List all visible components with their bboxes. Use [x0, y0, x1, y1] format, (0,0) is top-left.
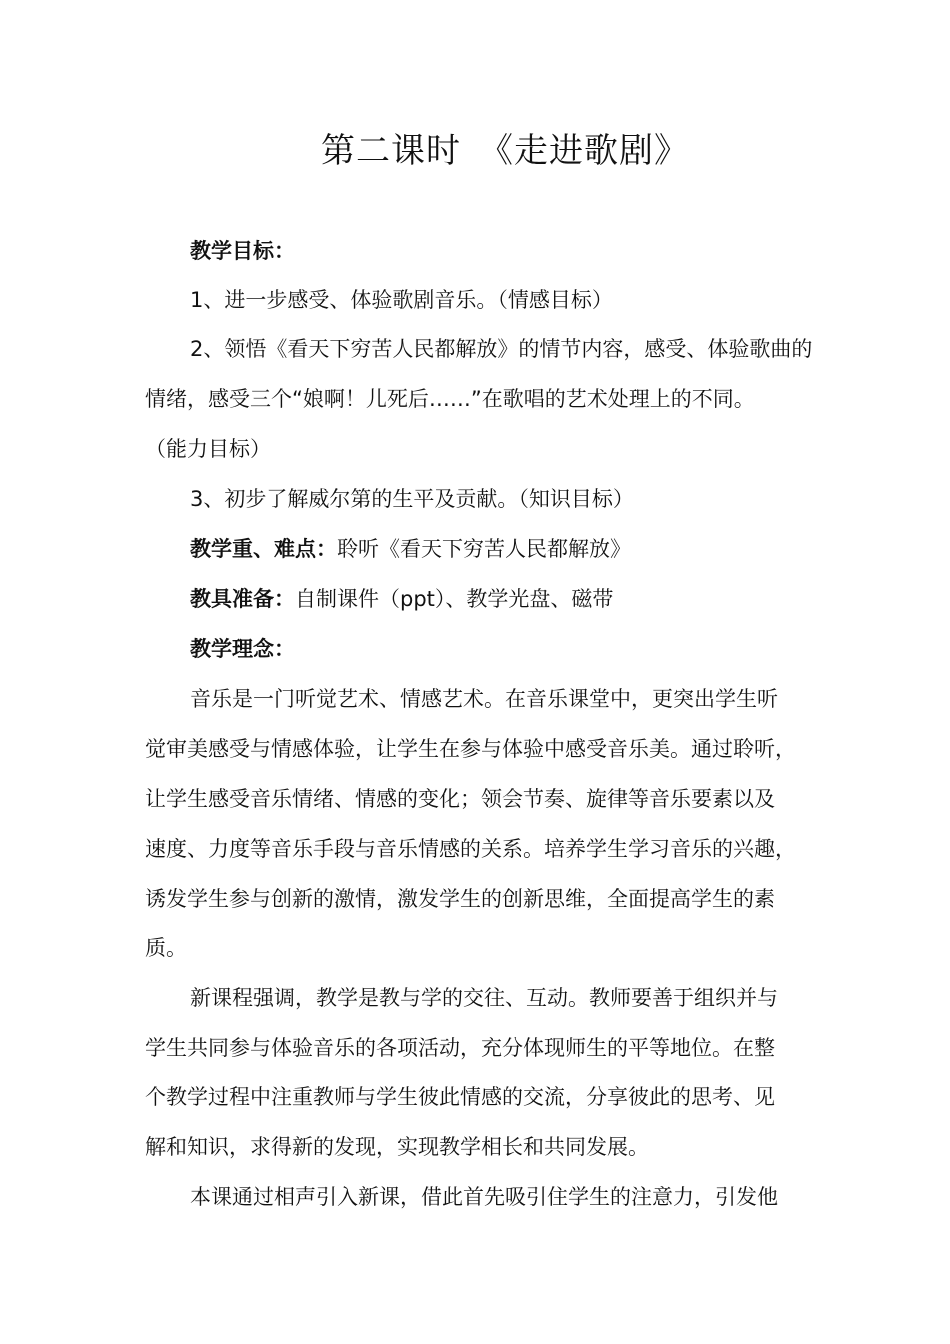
goal-2-line-1: 2、领悟《看天下穷苦人民都解放》的情节内容，感受、体验歌曲的	[190, 337, 813, 361]
key-points-row	[190, 534, 631, 564]
goal-1: 1、进一步感受、体验歌剧音乐。（情感目标）	[190, 288, 613, 312]
goals-heading: 教学目标：	[190, 239, 295, 263]
page-title: 第二课时 《走进歌剧》	[321, 131, 689, 171]
paragraph-1-line: 让学生感受音乐情绪、情感的变化；领会节奏、旋律等音乐要素以及	[145, 787, 775, 811]
materials-label: 教具准备：	[190, 587, 295, 611]
paragraph-1-line: 质。	[145, 936, 187, 960]
philosophy-heading: 教学理念：	[190, 637, 295, 661]
goal-3: 3、初步了解威尔第的生平及贡献。（知识目标）	[190, 487, 634, 511]
paragraph-1-line: 诱发学生参与创新的激情，激发学生的创新思维，全面提高学生的素	[145, 887, 775, 911]
materials-value: 自制课件（ppt）、教学光盘、磁带	[295, 587, 614, 611]
goal-2-line-3: （能力目标）	[145, 437, 271, 461]
paragraph-2-line: 个教学过程中注重教师与学生彼此情感的交流，分享彼此的思考、见	[145, 1085, 775, 1109]
paragraph-1-line: 音乐是一门听觉艺术、情感艺术。在音乐课堂中，更突出学生听	[190, 687, 778, 711]
materials-row	[190, 584, 613, 614]
paragraph-2-line: 新课程强调，教学是教与学的交往、互动。教师要善于组织并与	[190, 986, 778, 1010]
key-points-value: 聆听《看天下穷苦人民都解放》	[337, 537, 631, 561]
paragraph-1-line: 觉审美感受与情感体验，让学生在参与体验中感受音乐美。通过聆听，	[145, 737, 796, 761]
paragraph-3-line: 本课通过相声引入新课，借此首先吸引住学生的注意力，引发他	[190, 1185, 778, 1209]
paragraph-2-line: 学生共同参与体验音乐的各项活动，充分体现师生的平等地位。在整	[145, 1036, 775, 1060]
key-points-label: 教学重、难点：	[190, 537, 337, 561]
paragraph-2-line: 解和知识，求得新的发现，实现教学相长和共同发展。	[145, 1135, 649, 1159]
paragraph-1-line: 速度、力度等音乐手段与音乐情感的关系。培养学生学习音乐的兴趣，	[145, 837, 796, 861]
goal-2-line-2: 情绪，感受三个“娘啊！儿死后……”在歌唱的艺术处理上的不同。	[145, 387, 755, 411]
